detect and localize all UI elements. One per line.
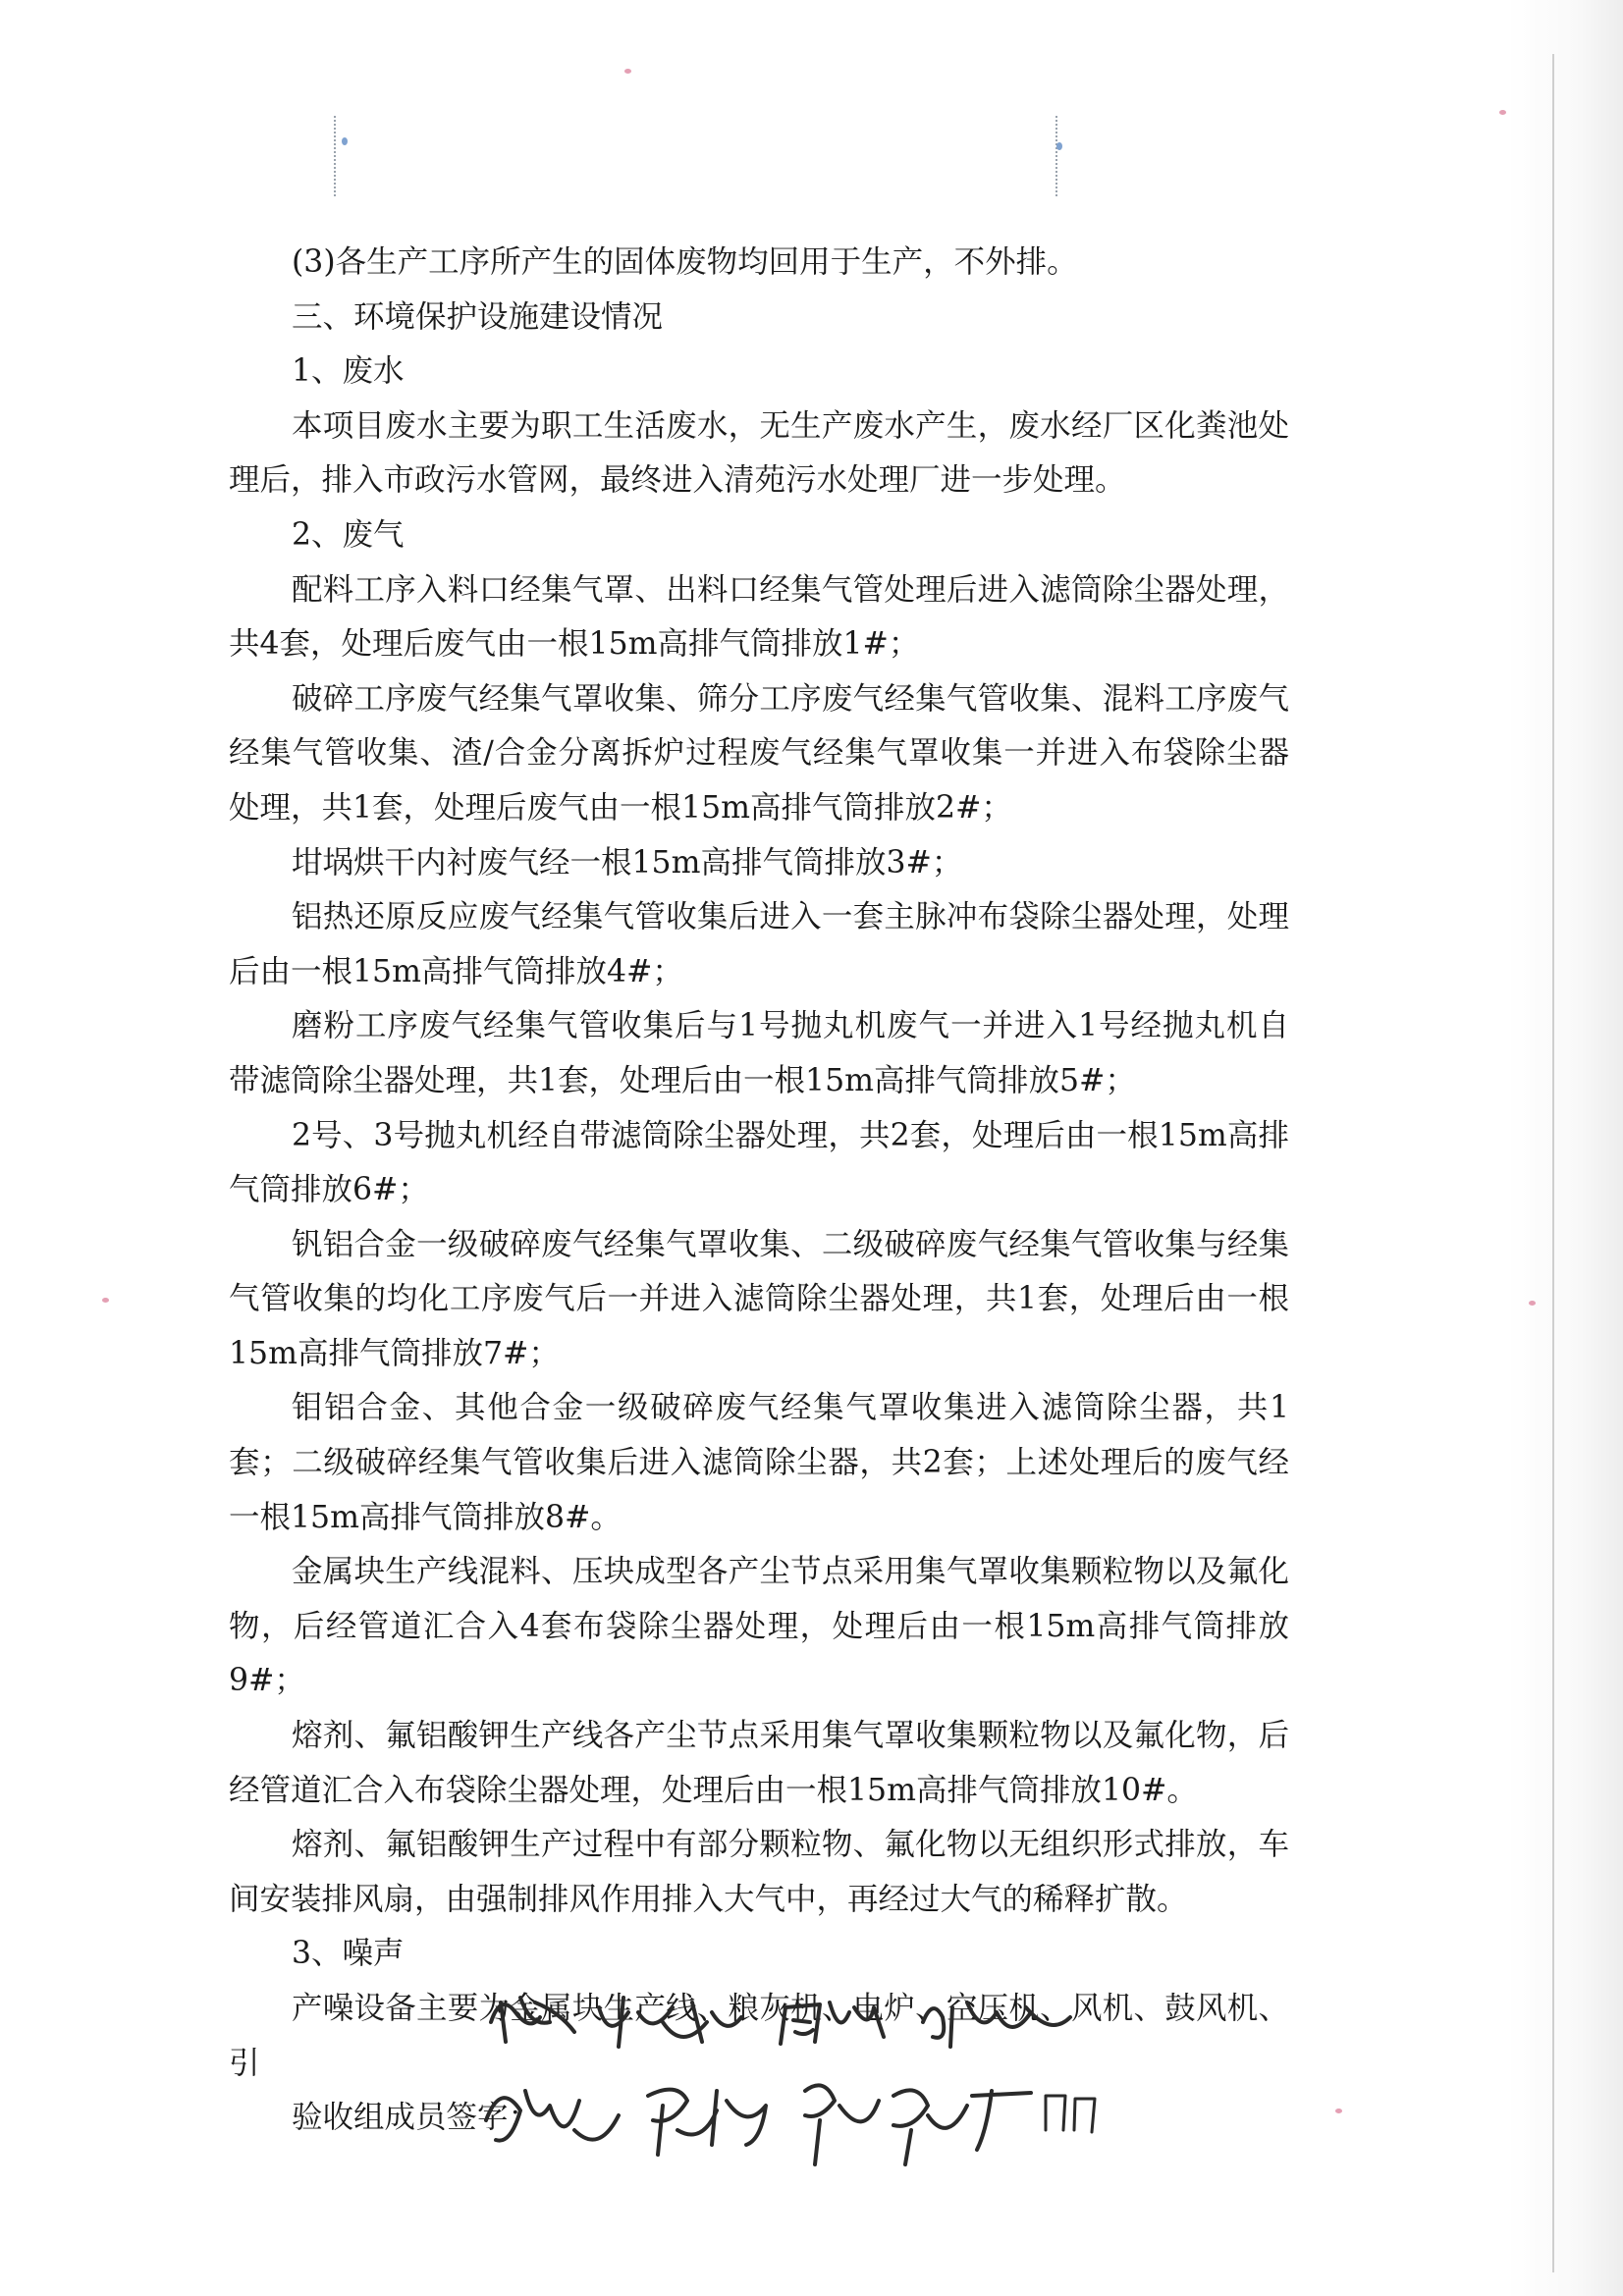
paragraph: (3)各生产工序所产生的固体废物均回用于生产，不外排。 [292,244,1078,280]
paragraph: 坩埚烘干内衬废气经一根15m高排气筒排放3#； [292,844,963,881]
paragraph: 本项目废水主要为职工生活废水，无生产废水产生，废水经厂区化粪池处理后，排入市政污水管网，最终进入清苑污水处理厂进一步处理。 [229,407,1289,499]
scan-mark-left [334,116,338,196]
paragraph: 破碎工序废气经集气罩收集、筛分工序废气经集气管收集、混料工序废气经集气管收集、渣/合金分离拆炉过程废气经集气罩收集一并进入布袋除尘器处理，共1套，处理后废气由一根15m高排气筒排放2#； [229,680,1289,826]
scan-dot [1056,142,1062,150]
handwritten-signatures [481,1983,1198,2189]
section-heading: 三、环境保护设施建设情况 [292,298,664,335]
scan-dot [102,1298,109,1303]
scan-dot [1529,1301,1536,1306]
document-body [229,236,1289,2146]
scan-dot [624,69,631,74]
scan-dot [1335,2109,1342,2113]
signature-label: 验收组成员签字： [292,2100,540,2136]
paragraph: 铝热还原反应废气经集气管收集后进入一套主脉冲布袋除尘器处理，处理后由一根15m高排气筒排放4#； [229,899,1289,989]
signature-stroke [923,2002,1070,2047]
paragraph: 2号、3号抛丸机经自带滤筒除尘器处理，共2套，处理后由一根15m高排气筒排放6#； [229,1117,1289,1208]
signature-stroke [805,2085,1031,2164]
subsection-heading: 2、废气 [292,516,405,553]
paragraph: 钒铝合金一级破碎废气经集气罩收集、二级破碎废气经集气管收集与经集气管收集的均化工序废气后一并进入滤筒除尘器处理，共1套，处理后由一根15m高排气筒排放7#； [229,1226,1289,1371]
scan-dot [342,137,348,145]
signature-stroke [781,2002,884,2044]
paragraph: 配料工序入料口经集气罩、出料口经集气管处理后进入滤筒除尘器处理，共4套，处理后废气由一根15m高排气筒排放1#； [229,571,1289,663]
signature-stroke [599,1998,741,2047]
scan-mark-right [1055,116,1059,196]
scan-dot [1499,110,1506,115]
subsection-heading: 3、噪声 [292,1936,405,1972]
binding-line [1552,54,1554,2272]
paragraph: 磨粉工序废气经集气管收集后与1号抛丸机废气一并进入1号经抛丸机自带滤筒除尘器处理，共1套，处理后由一根15m高排气筒排放5#； [229,1008,1289,1098]
signature-stroke [486,2091,619,2141]
signature-stroke [491,1998,574,2042]
paragraph: 金属块生产线混料、压块成型各产尘节点采用集气罩收集颗粒物以及氟化物，后经管道汇合入4套布袋除尘器处理，处理后由一根15m高排气筒排放9#； [229,1554,1289,1699]
paragraph: 产噪设备主要为金属块生产线、粮灰机、电炉、空压机、风机、鼓风机、引 [229,1991,1289,2081]
signature-stroke [1046,2096,1095,2132]
paragraph: 熔剂、氟铝酸钾生产线各产尘节点采用集气罩收集颗粒物以及氟化物，后经管道汇合入布袋除尘器处理，处理后由一根15m高排气筒排放10#。 [229,1718,1289,1808]
paragraph: 钼铝合金、其他合金一级破碎废气经集气罩收集进入滤筒除尘器，共1套；二级破碎经集气管收集后进入滤筒除尘器，共2套；上述处理后的废气经一根15m高排气筒排放8#。 [229,1390,1289,1535]
signature-stroke [648,2090,766,2155]
binding-shadow [1505,0,1623,2296]
paragraph: 熔剂、氟铝酸钾生产过程中有部分颗粒物、氟化物以无组织形式排放，车间安装排风扇，由强制排风作用排入大气中，再经过大气的稀释扩散。 [229,1827,1289,1917]
subsection-heading: 1、废水 [292,353,405,390]
